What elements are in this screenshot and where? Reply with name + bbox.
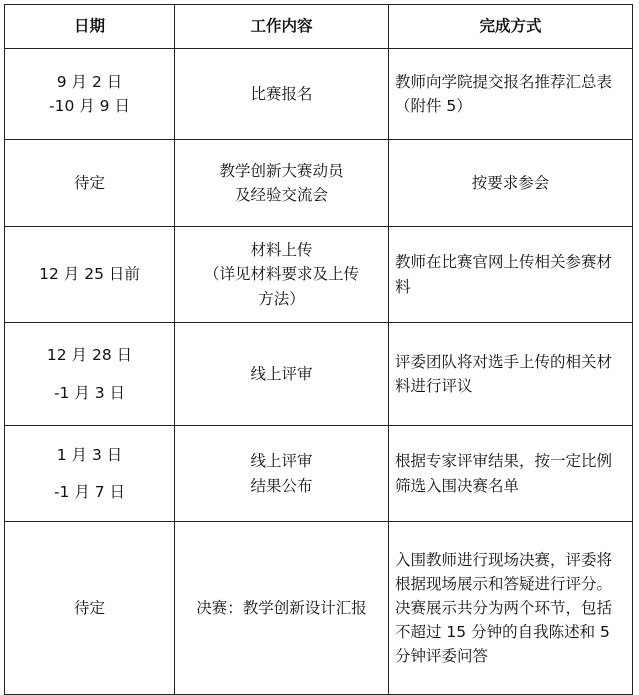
date-cell — [5, 227, 175, 323]
content-cell — [175, 227, 389, 323]
content-line: 材料上传 — [250, 241, 313, 260]
date-cell — [5, 522, 175, 695]
method-cell: 按要求参会 — [389, 140, 633, 227]
method-cell: 入围教师进行现场决赛，评委将根据现场展示和答疑进行评分。决赛展示共分为两个环节，包括不超过 15 分钟的自我陈述和 5 分钟评委问答 — [389, 522, 633, 695]
content-line: 决赛：教学创新设计汇报 — [196, 598, 367, 617]
table-row — [5, 140, 633, 227]
header-row — [5, 5, 633, 49]
method-cell: 评委团队将对选手上传的相关材料进行评议 — [389, 323, 633, 426]
content-cell — [175, 426, 389, 522]
date-cell — [5, 140, 175, 227]
date-cell — [5, 323, 175, 426]
content-line: 线上评审 — [250, 452, 313, 471]
method-cell: 教师向学院提交报名推荐汇总表（附件 5） — [389, 49, 633, 140]
table-row — [5, 522, 633, 695]
content-line: 教学创新大赛动员 — [219, 161, 344, 180]
header-content: 工作内容 — [175, 5, 389, 49]
content-cell — [175, 140, 389, 227]
method-cell: 根据专家评审结果，按一定比例筛选入围决赛名单 — [389, 426, 633, 522]
content-line: 方法） — [258, 289, 305, 308]
date-line: -1 月 7 日 — [53, 483, 126, 501]
table-row — [5, 426, 633, 522]
header-date: 日期 — [5, 5, 175, 49]
date-line: 12 月 25 日前 — [39, 265, 140, 284]
content-line: 比赛报名 — [250, 84, 313, 103]
method-cell: 教师在比赛官网上传相关参赛材料 — [389, 227, 633, 323]
content-line: （详见材料要求及上传 — [203, 265, 359, 284]
date-line: 9 月 2 日 — [56, 72, 123, 91]
date-line: 12 月 28 日 — [46, 346, 133, 365]
content-cell — [175, 323, 389, 426]
content-cell — [175, 49, 389, 140]
table-row — [5, 49, 633, 140]
table-row — [5, 227, 633, 323]
date-line: 待定 — [73, 173, 105, 192]
date-line: -1 月 3 日 — [53, 383, 126, 402]
date-line: 待定 — [73, 598, 105, 617]
date-line: -10 月 9 日 — [49, 97, 130, 115]
date-line: 1 月 3 日 — [56, 445, 123, 464]
content-cell — [175, 522, 389, 695]
table-row — [5, 323, 633, 426]
content-line: 结果公布 — [250, 476, 313, 495]
schedule-table — [4, 4, 633, 695]
header-method: 完成方式 — [389, 5, 633, 49]
date-cell — [5, 49, 175, 140]
content-line: 及经验交流会 — [234, 186, 328, 204]
date-cell — [5, 426, 175, 522]
content-line: 线上评审 — [250, 364, 313, 383]
